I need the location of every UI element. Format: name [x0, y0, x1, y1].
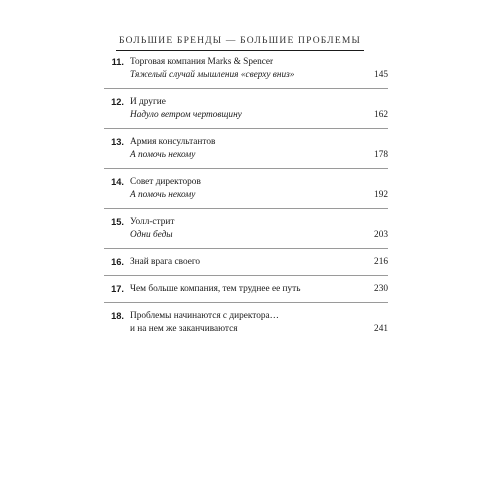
toc-entry-15 [104, 216, 388, 242]
chapter-subtitle: Тяжелый случай мышления «сверху вниз» [130, 70, 295, 80]
page-number: 178 [374, 150, 388, 160]
header-rule [116, 50, 364, 51]
entry-divider [104, 275, 388, 276]
chapter-number: 13. [111, 137, 124, 147]
toc-entry-12 [104, 96, 388, 122]
entry-divider [104, 128, 388, 129]
chapter-number: 17. [111, 284, 124, 294]
entry-divider [104, 302, 388, 303]
chapter-subtitle: А помочь некому [130, 150, 196, 160]
page-number: 230 [374, 284, 388, 294]
toc-entry-18 [104, 310, 388, 336]
toc-entry-17 [104, 283, 388, 296]
page-number: 145 [374, 70, 388, 80]
chapter-title: Армия консультантов [130, 137, 216, 147]
chapter-number: 14. [111, 177, 124, 187]
chapter-number: 16. [111, 257, 124, 267]
chapter-number: 12. [111, 97, 124, 107]
chapter-subtitle: А помочь некому [130, 190, 196, 200]
entry-divider [104, 168, 388, 169]
page-number: 162 [374, 110, 388, 120]
chapter-number: 18. [111, 311, 124, 321]
toc-entry-14 [104, 176, 388, 202]
chapter-title: Проблемы начинаются с директора… [130, 311, 279, 321]
page-number: 241 [374, 324, 388, 334]
chapter-number: 15. [111, 217, 124, 227]
page-number: 216 [374, 257, 388, 267]
toc-entry-16 [104, 256, 388, 269]
toc-entry-11 [104, 56, 388, 82]
chapter-title: Совет директоров [130, 177, 201, 187]
chapter-title: И другие [130, 97, 166, 107]
entry-divider [104, 248, 388, 249]
chapter-subtitle: Одни беды [130, 230, 173, 240]
chapter-number: 11. [111, 57, 124, 67]
entry-divider [104, 208, 388, 209]
table-of-contents [104, 56, 388, 336]
chapter-title-continued: и на нем же заканчиваются [130, 324, 238, 334]
chapter-title: Торговая компания Marks & Spencer [130, 57, 274, 67]
chapter-title: Знай врага своего [130, 257, 201, 267]
toc-entry-13 [104, 136, 388, 162]
chapter-subtitle: Надуло ветром чертовщину [130, 110, 242, 120]
page-number: 203 [374, 230, 388, 240]
running-head: БОЛЬШИЕ БРЕНДЫ — БОЛЬШИЕ ПРОБЛЕМЫ [119, 36, 361, 46]
page-number: 192 [374, 190, 388, 200]
chapter-title: Уолл-стрит [130, 217, 175, 227]
entry-divider [104, 88, 388, 89]
chapter-title: Чем больше компания, тем труднее ее путь [130, 284, 301, 294]
